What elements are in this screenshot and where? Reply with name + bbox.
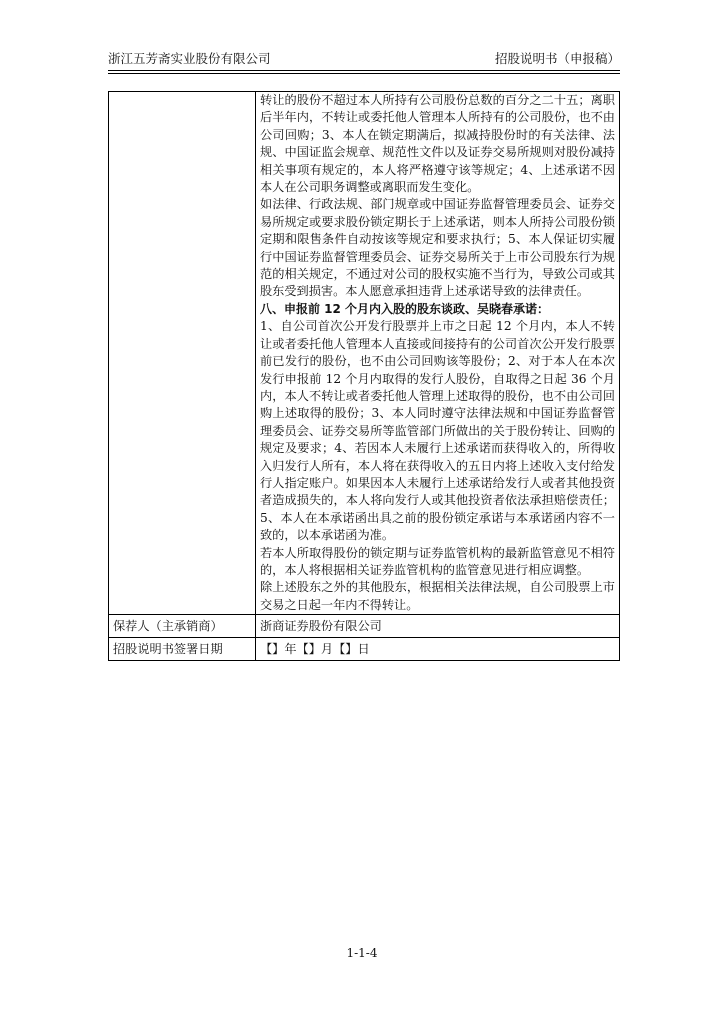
empty-label-cell [109, 92, 256, 615]
company-name: 浙江五芳斋实业股份有限公司 [108, 51, 271, 66]
document-title: 招股说明书（申报稿） [494, 51, 620, 66]
section-paragraph: 除上述股东之外的其他股东，根据相关法律法规，自公司股票上市交易之日起一年内不得转让。 [260, 580, 615, 612]
sponsor-label: 保荐人（主承销商） [109, 615, 256, 638]
commitment-cell [256, 92, 620, 615]
signing-date-label: 招股说明书签署日期 [109, 638, 256, 661]
section-paragraph: 若本人所取得股份的锁定期与证券监管机构的最新监管意见不相符的，本人将根据相关证券监管机构的监管意见进行相应调整。 [260, 545, 615, 577]
sponsor-value: 浙商证券股份有限公司 [256, 615, 620, 638]
info-table [108, 91, 620, 661]
commitment-row [109, 92, 620, 615]
page-number: 1-1-4 [346, 946, 378, 960]
commitment-paragraph: 如法律、行政法规、部门规章或中国证券监督管理委员会、证券交易所规定或要求股份锁定期长于上述承诺，则本人所持公司股份锁定期和限售条件自动按该等规定和要求执行；5、本人保证切实履行中国证券监督管理委员会、证券交易所关于上市公司股东行为规范的相关规定，不通过对公司的股权实施不当行为，导致公司或其股东受到损害。本人愿意承担违背上述承诺导致的法律责任。 [260, 197, 615, 299]
signing-date-row [109, 638, 620, 661]
sponsor-row [109, 615, 620, 638]
commitment-paragraph: 转让的股份不超过本人所持有公司股份总数的百分之二十五；离职后半年内，不转让或委托他人管理本人所持有的公司股份，也不由公司回购；3、本人在锁定期满后，拟减持股份时的有关法律、法规、中国证监会规章、规范性文件以及证券交易所规则对股份减持相关事项有规定的，本人将严格遵守该等规定；4、上述承诺不因本人在公司职务调整或离职而发生变化。 [260, 93, 615, 195]
section-title: 八、申报前 12 个月内入股的股东谈政、吴晓春承诺： [260, 301, 550, 316]
section-paragraph: 1、自公司首次公开发行股票并上市之日起 12 个月内，本人不转让或者委托他人管理本人直接或间接持有的公司首次公开发行股票前已发行的股份，也不由公司回购该等股份；2、对于本人在本次发行申报前 12 个月内取得的发行人股份，自取得之日起 36 个月内，本人不转让或者委托他人管理上述取得的股份，也不由公司回购上述取得的股份；3、本人同时遵守法律法规和中国证券监督管理委员会、证券交易所等监管部门所做出的关于股份转让、回购的规定及要求；4、若因本人未履行上述承诺而获得收入的，所得收入归发行人所有，本人将在获得收入的五日内将上述收入支付给发行人指定账户。如果因本人未履行上述承诺给发行人或者其他投资者造成损失的，本人将向发行人或其他投资者依法承担赔偿责任；5、本人在本承诺函出具之前的股份锁定承诺与本承诺函内容不一致的，以本承诺函为准。 [260, 319, 615, 543]
signing-date-value: 【】年【】月【】日 [256, 638, 620, 661]
page-header [108, 48, 620, 71]
